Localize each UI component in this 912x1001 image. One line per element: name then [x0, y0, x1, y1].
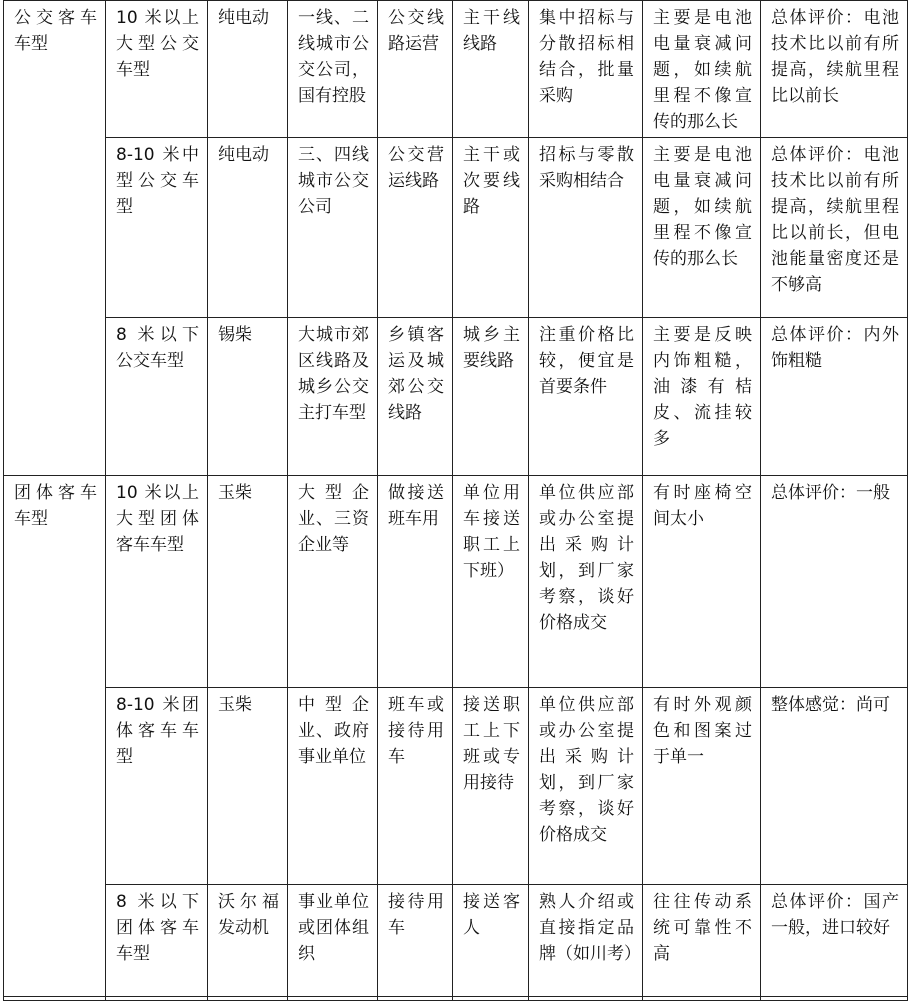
table-row: [4, 138, 908, 318]
table-row: [4, 1, 908, 138]
problem-cell: 往往传动系统可靠性不高: [643, 885, 761, 1001]
category-cell: 团体客车车型: [4, 476, 106, 1001]
usage-cell: 接待用车: [378, 885, 453, 1001]
usage-cell: 做接送班车用: [378, 476, 453, 688]
usage-cell: 公交线路运营: [378, 1, 453, 138]
users-cell: 中型企业、政府事业单位: [288, 688, 378, 885]
purchase-cell: 单位供应部或办公室提出采购计划，到厂家考察，谈好价格成交: [529, 688, 643, 885]
route-cell: 城乡主要线路: [453, 318, 529, 476]
evaluation-cell: 总体评价：国产一般，进口较好: [761, 885, 908, 1001]
usage-cell: 班车或接待用车: [378, 688, 453, 885]
users-cell: 大城市郊区线路及城乡公交主打车型: [288, 318, 378, 476]
model-cell: 8-10 米中型公交车型: [106, 138, 208, 318]
route-cell: 单位用车接送职工上下班）: [453, 476, 529, 688]
power-cell: 锡柴: [208, 318, 288, 476]
model-cell: 10 米以上大型团体客车车型: [106, 476, 208, 688]
usage-cell: 公交营运线路: [378, 138, 453, 318]
problem-cell: 有时座椅空间太小: [643, 476, 761, 688]
table-row: [4, 885, 908, 1001]
users-cell: 事业单位或团体组织: [288, 885, 378, 1001]
route-cell: 主干或次要线路: [453, 138, 529, 318]
category-cell: 公交客车车型: [4, 1, 106, 476]
users-cell: 大型企业、三资企业等: [288, 476, 378, 688]
power-cell: 沃尔福发动机: [208, 885, 288, 1001]
problem-cell: 有时外观颜色和图案过于单一: [643, 688, 761, 885]
purchase-cell: 单位供应部或办公室提出采购计划，到厂家考察，谈好价格成交: [529, 476, 643, 688]
evaluation-cell: 总体评价：一般: [761, 476, 908, 688]
power-cell: 玉柴: [208, 688, 288, 885]
power-cell: 玉柴: [208, 476, 288, 688]
users-cell: 三、四线城市公交公司: [288, 138, 378, 318]
users-cell: 一线、二线城市公交公司，国有控股: [288, 1, 378, 138]
power-cell: 纯电动: [208, 1, 288, 138]
purchase-cell: 招标与零散采购相结合: [529, 138, 643, 318]
purchase-cell: 注重价格比较，便宜是首要条件: [529, 318, 643, 476]
problem-cell: 主要是电池电量衰减问题，如续航里程不像宣传的那么长: [643, 138, 761, 318]
model-cell: 10 米以上大型公交车型: [106, 1, 208, 138]
model-cell: 8 米以下团体客车车型: [106, 885, 208, 1001]
purchase-cell: 集中招标与分散招标相结合，批量采购: [529, 1, 643, 138]
problem-cell: 主要是电池电量衰减问题，如续航里程不像宣传的那么长: [643, 1, 761, 138]
table-row: [4, 688, 908, 885]
evaluation-cell: 整体感觉：尚可: [761, 688, 908, 885]
route-cell: 主干线线路: [453, 1, 529, 138]
route-cell: 接送客人: [453, 885, 529, 1001]
model-cell: 8-10 米团体客车车型: [106, 688, 208, 885]
route-cell: 接送职工上下班或专用接待: [453, 688, 529, 885]
table-row: [4, 476, 908, 688]
evaluation-cell: 总体评价：电池技术比以前有所提高，续航里程比以前长: [761, 1, 908, 138]
survey-table: [3, 0, 908, 1001]
purchase-cell: 熟人介绍或直接指定品牌（如川考）: [529, 885, 643, 1001]
model-cell: 8 米以下公交车型: [106, 318, 208, 476]
evaluation-cell: 总体评价：电池技术比以前有所提高，续航里程比以前长，但电池能量密度还是不够高: [761, 138, 908, 318]
next-row-border: [3, 996, 907, 1001]
evaluation-cell: 总体评价：内外饰粗糙: [761, 318, 908, 476]
power-cell: 纯电动: [208, 138, 288, 318]
table-row: [4, 318, 908, 476]
problem-cell: 主要是反映内饰粗糙，油漆有桔皮、流挂较多: [643, 318, 761, 476]
usage-cell: 乡镇客运及城郊公交线路: [378, 318, 453, 476]
